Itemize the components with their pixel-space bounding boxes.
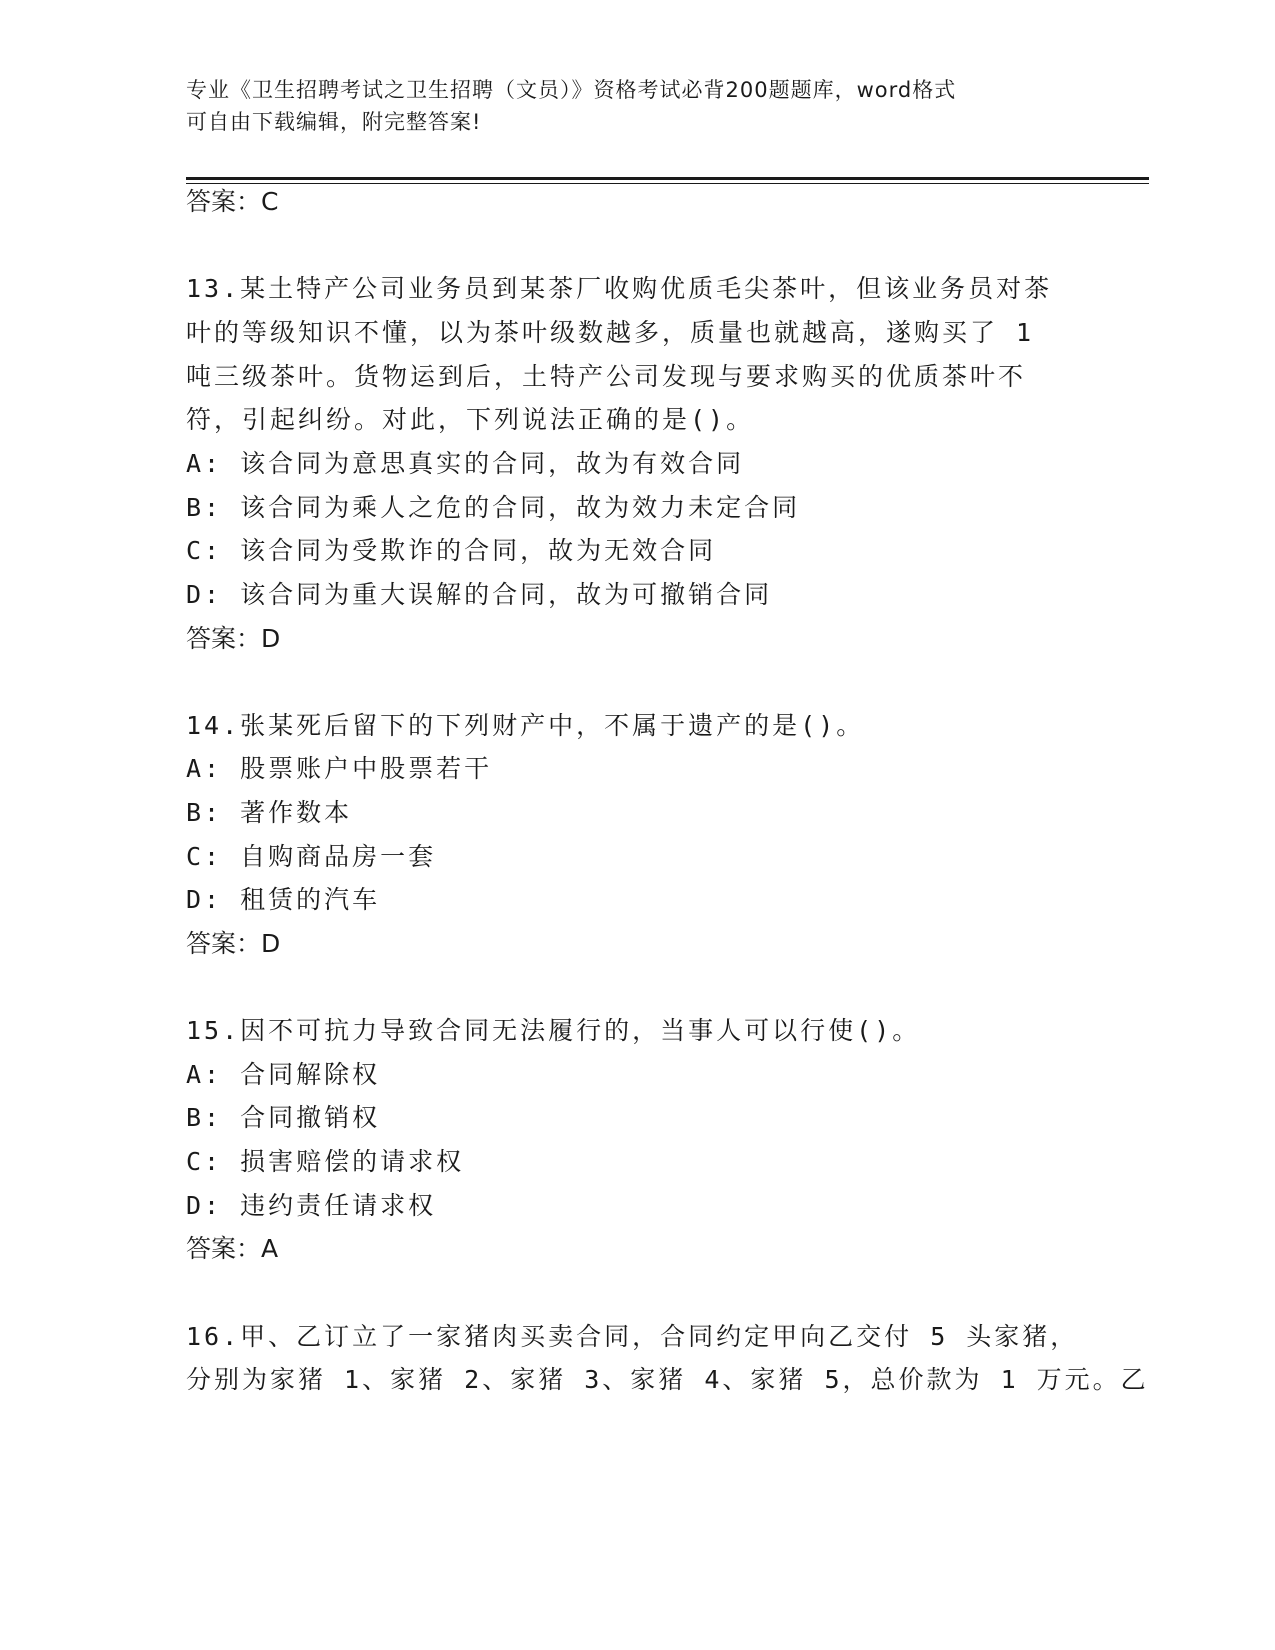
- q15-answer: 答案：A: [186, 1234, 279, 1263]
- q13-line-3: 吨三级茶叶。货物运到后，土特产公司发现与要求购买的优质茶叶不: [186, 362, 1027, 391]
- q13-option-c: C: 该合同为受欺诈的合同，故为无效合同: [186, 536, 717, 565]
- q13-option-d: D: 该合同为重大误解的合同，故为可撤销合同: [186, 580, 773, 609]
- q15-option-a: A: 合同解除权: [186, 1060, 381, 1089]
- q13-line-1: 13.某土特产公司业务员到某茶厂收购优质毛尖茶叶，但该业务员对茶: [186, 274, 1053, 303]
- q14-option-d: D: 租赁的汽车: [186, 885, 381, 914]
- q14-line-1: 14.张某死后留下的下列财产中，不属于遗产的是()。: [186, 711, 865, 740]
- q13-line-2: 叶的等级知识不懂，以为茶叶级数越多，质量也就越高，遂购买了 1: [186, 318, 1035, 347]
- header-line-1: 专业《卫生招聘考试之卫生招聘（文员）》资格考试必背200题题库，word格式: [186, 78, 957, 102]
- header-rule-thin: [186, 183, 1149, 184]
- q13-option-b: B: 该合同为乘人之危的合同，故为效力未定合同: [186, 493, 801, 522]
- q14-option-a: A: 股票账户中股票若干: [186, 754, 493, 783]
- q15-option-d: D: 违约责任请求权: [186, 1191, 437, 1220]
- q15-line-1: 15.因不可抗力导致合同无法履行的，当事人可以行使()。: [186, 1016, 921, 1045]
- header-rule-thick: [186, 177, 1149, 180]
- q14-answer: 答案：D: [186, 929, 281, 958]
- q16-line-2: 分别为家猪 1、家猪 2、家猪 3、家猪 4、家猪 5，总价款为 1 万元。乙: [186, 1365, 1149, 1394]
- q13-answer: 答案：D: [186, 624, 281, 653]
- answer-previous: 答案：C: [186, 187, 279, 216]
- q15-option-b: B: 合同撤销权: [186, 1103, 381, 1132]
- q13-option-a: A: 该合同为意思真实的合同，故为有效合同: [186, 449, 745, 478]
- q15-option-c: C: 损害赔偿的请求权: [186, 1147, 465, 1176]
- header-line-2: 可自由下载编辑，附完整答案!: [186, 110, 482, 134]
- document-header: [186, 74, 1086, 138]
- q16-line-1: 16.甲、乙订立了一家猪肉买卖合同，合同约定甲向乙交付 5 头家猪，: [186, 1322, 1079, 1351]
- q14-option-b: B: 著作数本: [186, 798, 353, 827]
- q14-option-c: C: 自购商品房一套: [186, 842, 437, 871]
- q13-line-4: 符，引起纠纷。对此，下列说法正确的是()。: [186, 405, 755, 434]
